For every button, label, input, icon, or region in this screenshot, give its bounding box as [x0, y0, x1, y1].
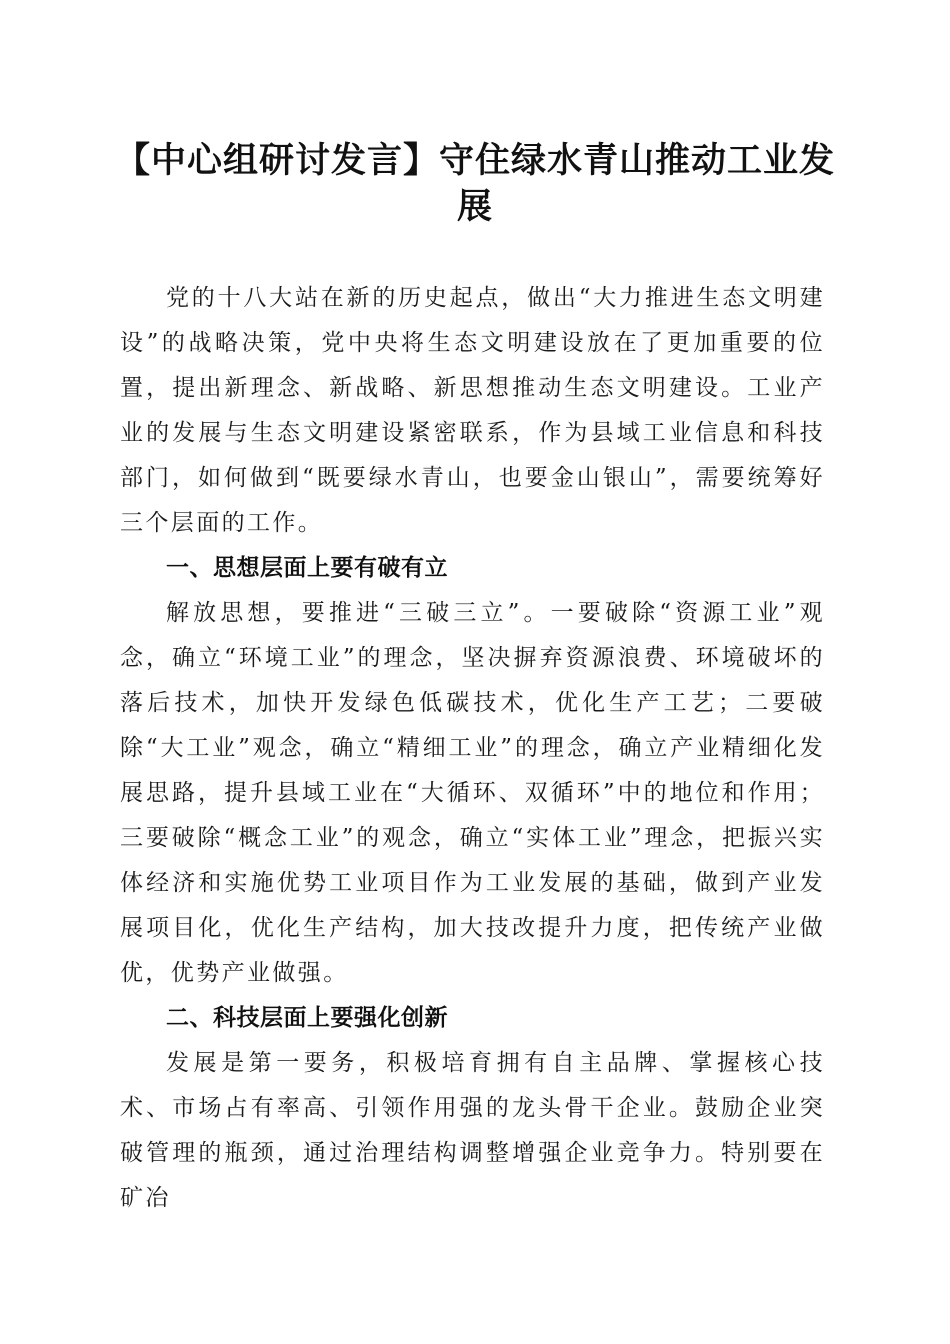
- section-heading-technology: 二、科技层面上要强化创新: [166, 1005, 448, 1031]
- section-paragraph-thought: 解放思想，要推进“三破三立”。一要破除“资源工业”观念，确立“环境工业”的理念，坚决摒弃资源浪费、环境破坏的落后技术，加快开发绿色低碳技术，优化生产工艺；二要破除“大工业”观念，确立“精细工业”的理念，确立产业精细化发展思路，提升县域工业在“大循环、双循环”中的地位和作用；三要破除“概念工业”的观念，确立“实体工业”理念，把振兴实体经济和实施优势工业项目作为工业发展的基础，做到产业发展项目化，优化生产结构，加大技改提升力度，把传统产业做优，优势产业做强。: [120, 600, 825, 986]
- document-body: [120, 276, 825, 1221]
- document-title: 【中心组研讨发言】守住绿水青山推动工业发展: [114, 140, 835, 227]
- section-heading-thought: 一、思想层面上要有破有立: [166, 555, 448, 581]
- section-paragraph-technology: 发展是第一要务，积极培育拥有自主品牌、掌握核心技术、市场占有率高、引领作用强的龙头骨干企业。鼓励企业突破管理的瓶颈，通过治理结构调整增强企业竞争力。特别要在矿冶: [120, 1050, 825, 1211]
- intro-paragraph: 党的十八大站在新的历史起点，做出“大力推进生态文明建设”的战略决策，党中央将生态文明建设放在了更加重要的位置，提出新理念、新战略、新思想推动生态文明建设。工业产业的发展与生态文明建设紧密联系，作为县域工业信息和科技部门，如何做到“既要绿水青山，也要金山银山”，需要统筹好三个层面的工作。: [120, 285, 825, 536]
